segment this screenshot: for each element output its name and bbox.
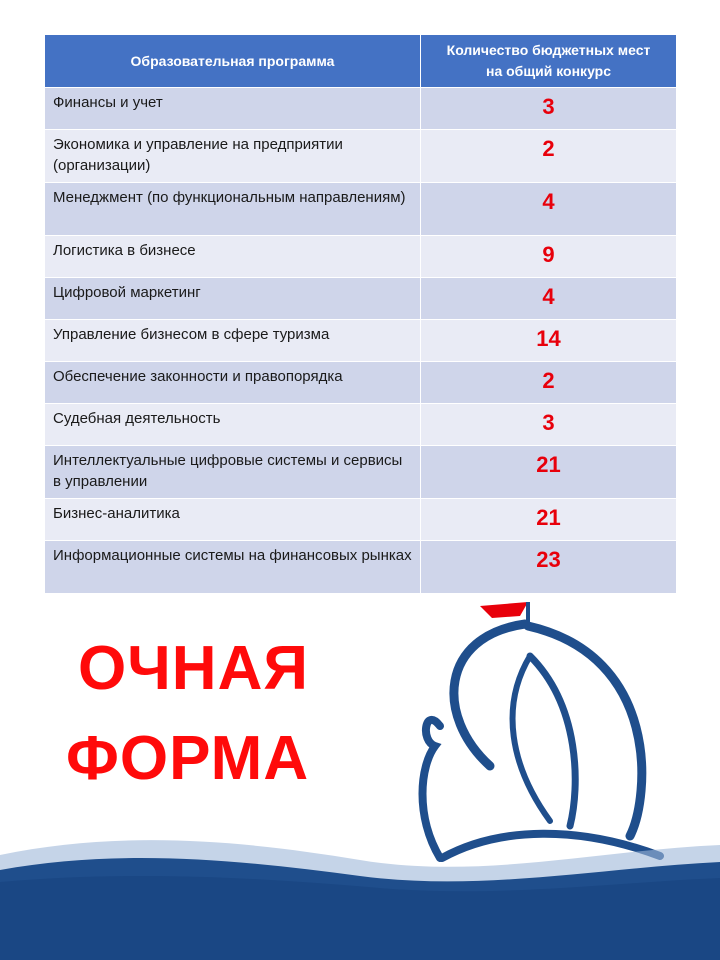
count-cell: 2 [421, 130, 677, 183]
table-row [45, 404, 677, 446]
budget-places-table [44, 34, 677, 594]
count-cell: 23 [421, 541, 677, 594]
count-cell: 3 [421, 404, 677, 446]
count-cell: 21 [421, 499, 677, 541]
program-cell: Экономика и управление на предприятии (организации) [45, 130, 421, 183]
table-row [45, 236, 677, 278]
program-cell: Интеллектуальные цифровые системы и сервисы в управлении [45, 446, 421, 499]
program-cell: Судебная деятельность [45, 404, 421, 446]
count-cell: 4 [421, 183, 677, 236]
table-row [45, 446, 677, 499]
table-row [45, 499, 677, 541]
table-row [45, 183, 677, 236]
header-count [421, 35, 677, 88]
header-count-line1: Количество бюджетных мест [446, 42, 651, 58]
program-cell: Информационные системы на финансовых рынках [45, 541, 421, 594]
program-cell: Логистика в бизнесе [45, 236, 421, 278]
table-row [45, 541, 677, 594]
study-form-headline [60, 624, 380, 804]
program-cell: Бизнес-аналитика [45, 499, 421, 541]
count-cell: 21 [421, 446, 677, 499]
wave-footer-icon [0, 810, 720, 960]
table-row [45, 88, 677, 130]
count-cell: 2 [421, 362, 677, 404]
count-cell: 3 [421, 88, 677, 130]
table-row [45, 320, 677, 362]
program-cell: Менеджмент (по функциональным направлениям) [45, 183, 421, 236]
program-cell: Цифровой маркетинг [45, 278, 421, 320]
header-program: Образовательная программа [45, 35, 421, 88]
count-cell: 14 [421, 320, 677, 362]
header-count-line2: на общий конкурс [485, 63, 612, 79]
table-row [45, 130, 677, 183]
table-row [45, 278, 677, 320]
table-row [45, 362, 677, 404]
headline-line1: ОЧНАЯ [78, 634, 309, 703]
budget-places-table-container [44, 34, 676, 594]
count-cell: 4 [421, 278, 677, 320]
program-cell: Финансы и учет [45, 88, 421, 130]
count-cell: 9 [421, 236, 677, 278]
headline-line2: ФОРМА [66, 724, 310, 793]
program-cell: Управление бизнесом в сфере туризма [45, 320, 421, 362]
table-header-row [45, 35, 677, 88]
program-cell: Обеспечение законности и правопорядка [45, 362, 421, 404]
